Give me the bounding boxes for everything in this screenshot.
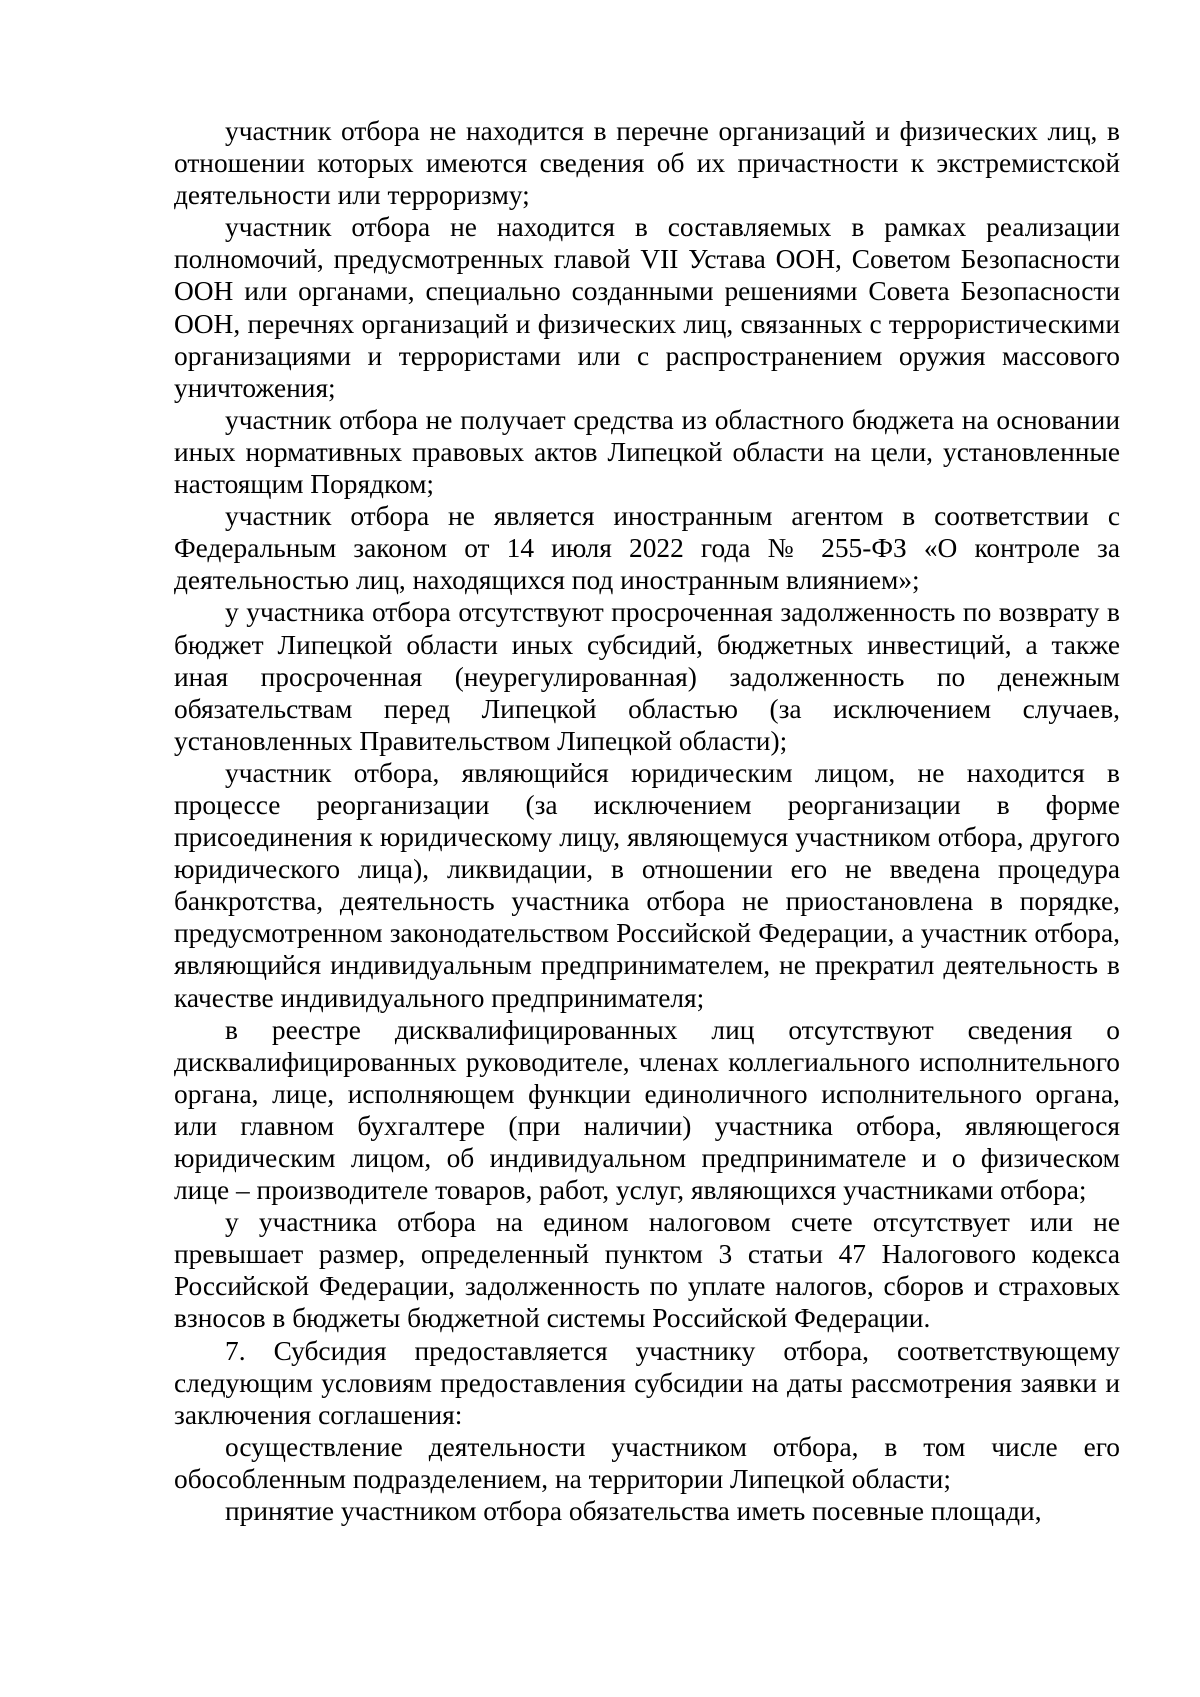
paragraph-no-reorganization: участник отбора, являющийся юридическим лицом, не находится в процессе реорганизации (за исключением реорганизации в форме присоединения к юридическому лицу, являющемуся участником отбора, другого юридического лица), ликвидации, в отношении его не введена процедура банкротства, деятельность участника отбора не приостановлена в порядке, предусмотренном законодательством Российской Федерации, а участник отбора, являющийся индивидуальным предпринимателем, не прекратил деятельность в качестве индивидуального предпринимателя; [174, 757, 1120, 1013]
paragraph-activity-in-region: осуществление деятельности участником отбора, в том числе его обособленным подразделением, на территории Липецкой области; [174, 1431, 1120, 1494]
paragraph-item-7: 7. Субсидия предоставляется участнику отбора, соответствующему следующим условиям предоставления субсидии на даты рассмотрения заявки и заключения соглашения: [174, 1335, 1120, 1430]
paragraph-un-sanctions-list: участник отбора не находится в составляемых в рамках реализации полномочий, предусмотренных главой VII Устава ООН, Советом Безопасности ООН или органами, специально созданными решениями Совета Безопасности ООН, перечнях организаций и физических лиц, связанных с террористическими организациями и террористами или с распространением оружия массового уничтожения; [174, 212, 1120, 403]
paragraph-disqualified-persons: в реестре дисквалифицированных лиц отсутствуют сведения о дисквалифицированных руководителе, членах коллегиального исполнительного органа, лице, исполняющем функции единоличного исполнительного органа, или главном бухгалтере (при наличии) участника отбора, являющегося юридическим лицом, об индивидуальном предпринимателе и о физическом лице – производителе товаров, работ, услуг, являющихся участниками отбора; [174, 1014, 1120, 1206]
document-body [174, 115, 1120, 1527]
paragraph-tax-debt: у участника отбора на едином налоговом счете отсутствует или не превышает размер, определенный пунктом 3 статьи 47 Налогового кодекса Российской Федерации, задолженность по уплате налогов, сборов и страховых взносов в бюджеты бюджетной системы Российской Федерации. [174, 1207, 1120, 1334]
paragraph-no-other-budget-funds: участник отбора не получает средства из областного бюджета на основании иных нормативных правовых актов Липецкой области на цели, установленные настоящим Порядком; [174, 404, 1120, 500]
paragraph-extremism-list: участник отбора не находится в перечне организаций и физических лиц, в отношении которых имеются сведения об их причастности к экстремистской деятельности или терроризму; [174, 116, 1120, 211]
paragraph-not-foreign-agent: участник отбора не является иностранным агентом в соответствии с Федеральным законом от 14 июля 2022 года № 255-ФЗ «О контроле за деятельностью лиц, находящихся под иностранным влиянием»; [174, 501, 1120, 596]
paragraph-no-overdue-debt: у участника отбора отсутствуют просроченная задолженность по возврату в бюджет Липецкой области иных субсидий, бюджетных инвестиций, а также иная просроченная (неурегулированная) задолженность по денежным обязательствам перед Липецкой областью (за исключением случаев, установленных Правительством Липецкой области); [174, 597, 1120, 756]
paragraph-sowing-obligation: принятие участником отбора обязательства иметь посевные площади, [225, 1496, 1042, 1527]
